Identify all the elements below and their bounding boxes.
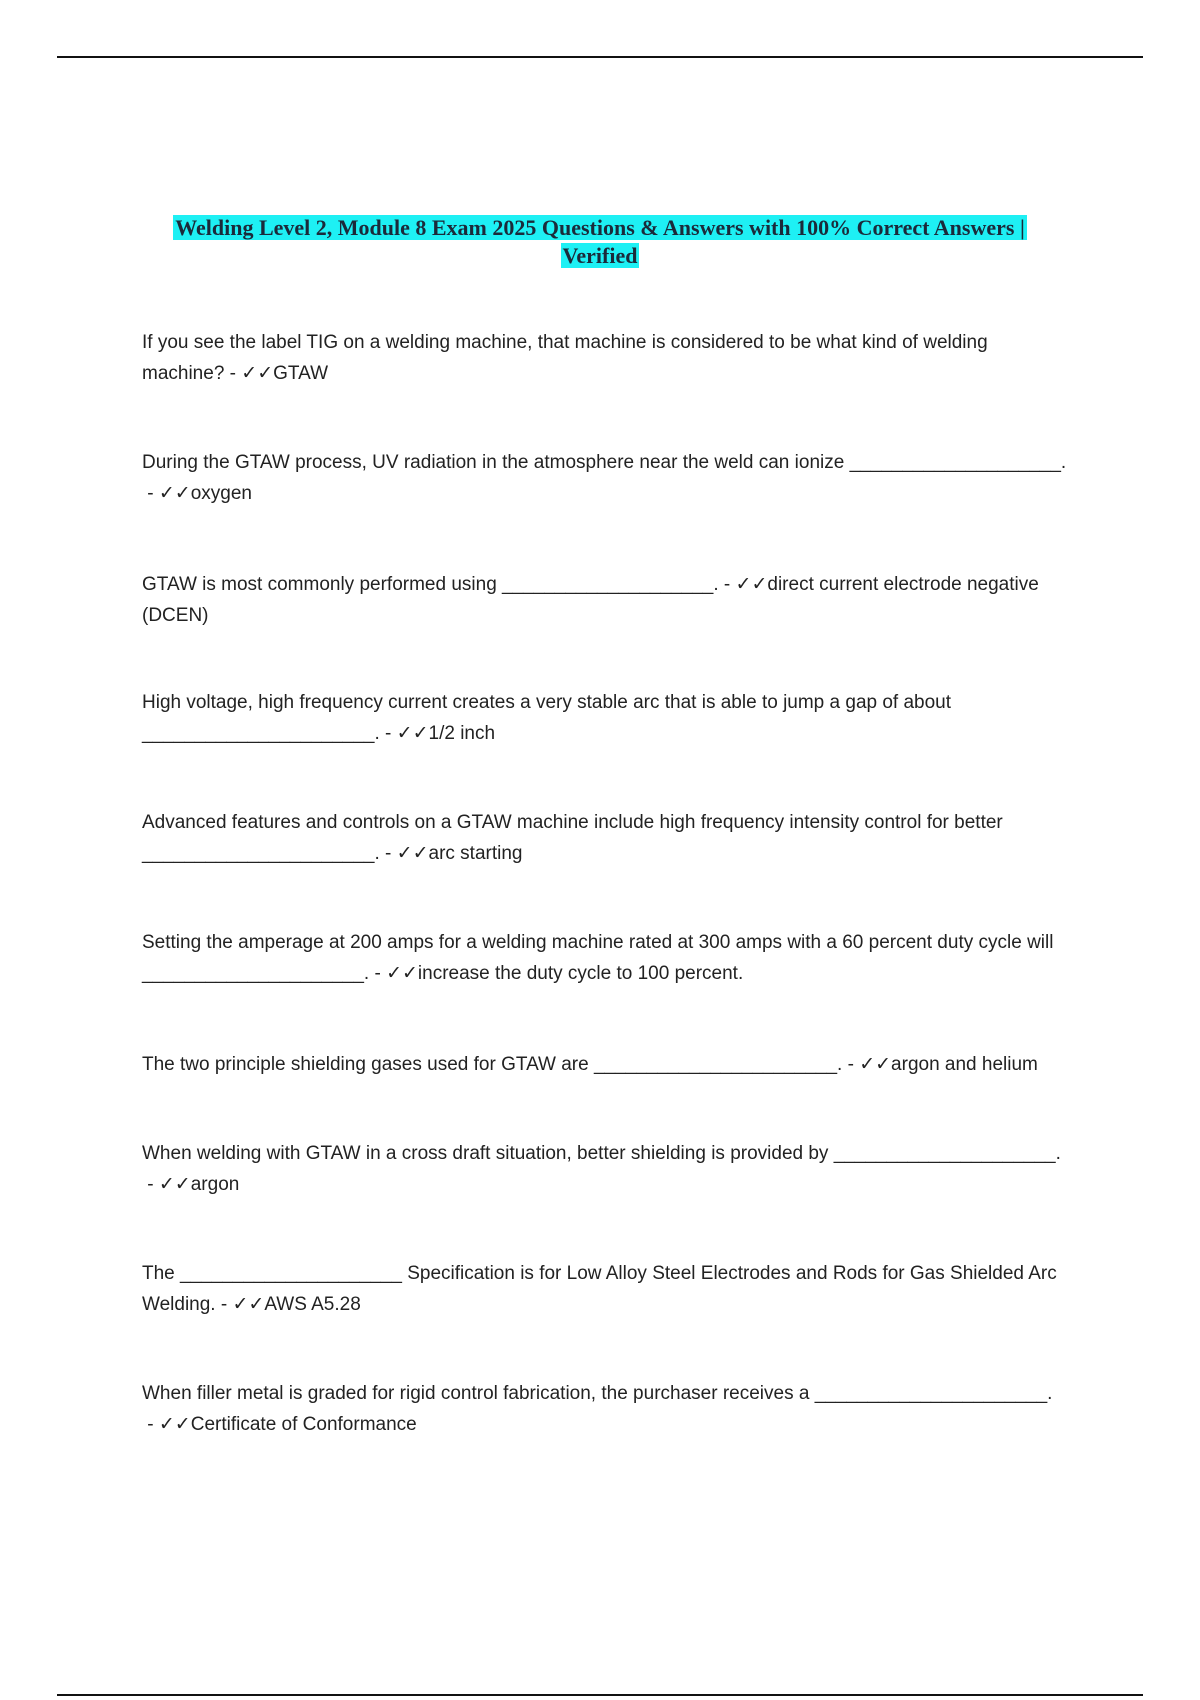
answer-separator: -: [718, 574, 736, 595]
answer-text: oxygen: [190, 483, 253, 504]
answer-marker: ✓✓: [859, 1054, 892, 1075]
question-text: When filler metal is graded for rigid control fabrication, the purchaser receives a ______________________.: [142, 1383, 1053, 1404]
bottom-rule: [57, 1694, 1143, 1696]
qa-item: [142, 1049, 1072, 1080]
qa-item: [142, 1258, 1072, 1320]
title-line-1: Welding Level 2, Module 8 Exam 2025 Questions & Answers with 100% Correct Answers |: [175, 215, 1025, 240]
qa-item: [142, 1138, 1072, 1200]
answer-separator: -: [379, 723, 397, 744]
qa-item: [142, 687, 1072, 749]
answer-separator: -: [842, 1054, 860, 1075]
answer-separator: -: [142, 1414, 159, 1435]
answer-marker: ✓✓: [241, 363, 274, 384]
qa-item: [142, 569, 1072, 631]
answer-text: increase the duty cycle to 100 percent.: [417, 963, 744, 984]
question-text: High voltage, high frequency current creates a very stable arc that is able to jump a gap of about ______________________.: [142, 692, 952, 744]
qa-item: [142, 327, 1072, 389]
answer-text: Certificate of Conformance: [190, 1414, 417, 1435]
answer-separator: -: [224, 363, 242, 384]
answer-separator: -: [369, 963, 387, 984]
answer-text: argon: [190, 1174, 240, 1195]
question-text: GTAW is most commonly performed using ____________________.: [142, 574, 719, 595]
answer-marker: ✓✓: [232, 1294, 265, 1315]
answer-text: arc starting: [428, 843, 523, 864]
answer-text: argon and helium: [891, 1054, 1038, 1075]
title-line-2: Verified: [562, 243, 638, 268]
qa-item: [142, 927, 1072, 989]
answer-text: direct current electrode negative (DCEN): [142, 574, 1039, 626]
answer-marker: ✓✓: [396, 723, 429, 744]
qa-item: [142, 1378, 1072, 1440]
answer-marker: ✓✓: [386, 963, 418, 984]
answer-separator: -: [142, 1174, 159, 1195]
qa-item: [142, 447, 1072, 509]
question-text: The two principle shielding gases used for GTAW are _______________________.: [142, 1054, 843, 1075]
question-text: The _____________________ Specification is for Low Alloy Steel Electrodes and Rods for Gas Shielded Arc Welding.: [142, 1263, 1057, 1315]
answer-marker: ✓✓: [396, 843, 429, 864]
top-rule: [57, 56, 1143, 58]
question-text: During the GTAW process, UV radiation in the atmosphere near the weld can ionize ____________________.: [142, 452, 1067, 473]
answer-text: AWS A5.28: [264, 1294, 361, 1315]
question-text: Advanced features and controls on a GTAW machine include high frequency intensity control for better ______________________.: [142, 812, 1003, 864]
answer-marker: ✓✓: [158, 1414, 191, 1435]
answer-separator: -: [379, 843, 397, 864]
question-text: If you see the label TIG on a welding machine, that machine is considered to be what kind of welding machine?: [142, 332, 988, 384]
answer-separator: -: [142, 483, 159, 504]
answer-text: GTAW: [273, 363, 329, 384]
document-title: [100, 214, 1100, 270]
answer-marker: ✓✓: [735, 574, 768, 595]
answer-text: 1/2 inch: [428, 723, 496, 744]
question-text: When welding with GTAW in a cross draft situation, better shielding is provided by _____________________.: [142, 1143, 1061, 1164]
question-text: Setting the amperage at 200 amps for a welding machine rated at 300 amps with a 60 percent duty cycle will _____________________.: [142, 932, 1054, 984]
qa-item: [142, 807, 1072, 869]
answer-marker: ✓✓: [158, 483, 191, 504]
answer-marker: ✓✓: [158, 1174, 191, 1195]
answer-separator: -: [215, 1294, 233, 1315]
